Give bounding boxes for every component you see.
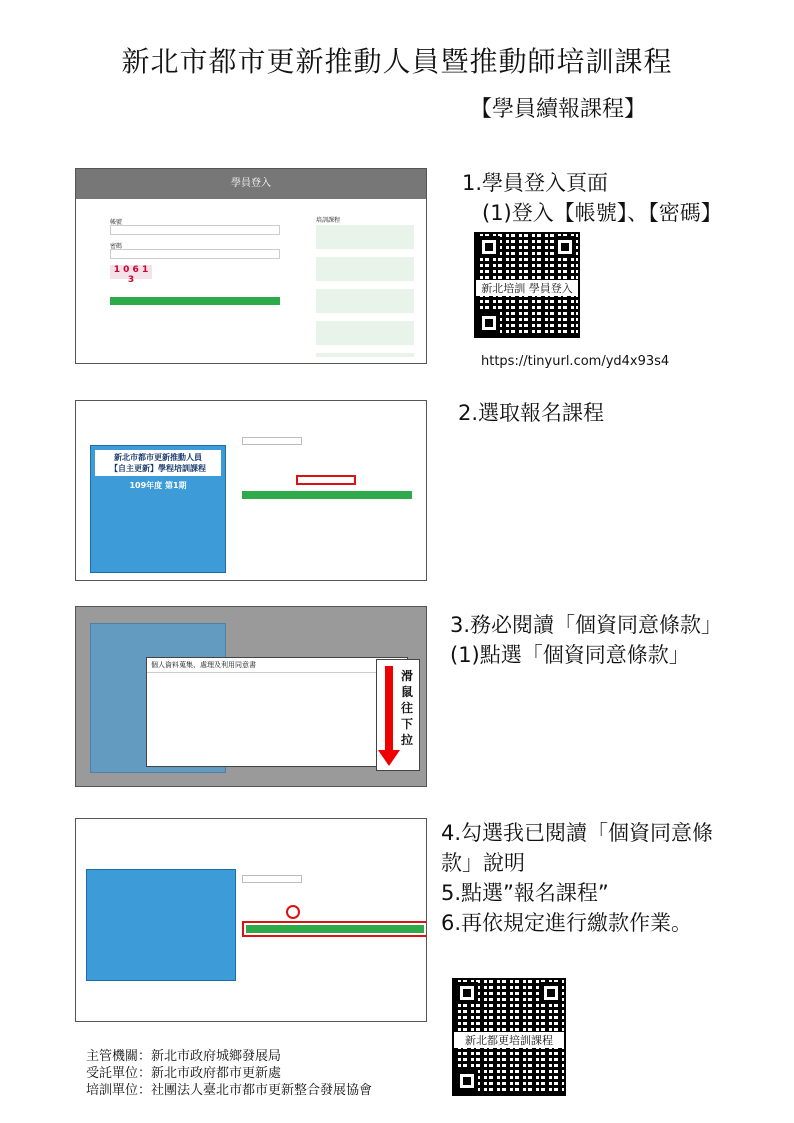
login-header: 學員登入 xyxy=(76,169,426,199)
step4-line1: 4.勾選我已閱讀「個資同意條 xyxy=(441,821,714,845)
footer-line3: 培訓單位：社團法人臺北市都市更新整合發展協會 xyxy=(86,1083,373,1098)
step4-text xyxy=(441,818,713,938)
login-screenshot xyxy=(75,168,427,364)
page-title: 新北市都市更新推動人員暨推動師培訓課程 xyxy=(121,45,673,78)
step3-text xyxy=(450,610,722,670)
footer-line2: 受託單位：新北市政府都市更新處 xyxy=(86,1066,282,1081)
scroll-hint-text xyxy=(401,668,413,748)
poster-term: 109年度 第1期 xyxy=(129,481,187,490)
step1-line2: (1)登入【帳號】、【密碼】 xyxy=(482,201,722,225)
hint-c5: 拉 xyxy=(401,733,414,747)
course-select-screenshot xyxy=(75,400,427,581)
scroll-hint-box xyxy=(376,659,420,771)
down-arrow-icon xyxy=(385,666,393,760)
footer-line1: 主管機關：新北市政府城鄉發展局 xyxy=(86,1049,282,1064)
agree-screenshot xyxy=(75,818,427,1022)
sidebar-title: 培訓課程 xyxy=(316,217,341,224)
signup-button[interactable] xyxy=(242,491,412,499)
step2-text: 2.選取報名課程 xyxy=(458,401,605,425)
step1-line1: 1.學員登入頁面 xyxy=(462,171,609,195)
footer xyxy=(86,1048,372,1099)
arrow-head-icon xyxy=(378,750,400,766)
term-select[interactable] xyxy=(242,437,302,445)
step4-line2: 款」說明 xyxy=(441,851,525,875)
signup-button-highlight[interactable] xyxy=(242,921,427,937)
hint-c3: 往 xyxy=(401,701,414,715)
poster-title-line1: 新北市都市更新推動人員 xyxy=(114,453,202,462)
course-list[interactable] xyxy=(316,225,414,357)
signup-button-2[interactable] xyxy=(246,925,424,933)
password-input[interactable] xyxy=(110,249,280,259)
captcha-image: 1 0 6 1 3 xyxy=(110,265,152,279)
poster-title xyxy=(95,450,221,476)
login-button[interactable] xyxy=(110,297,280,305)
hint-c4: 下 xyxy=(401,717,414,731)
term-select-2[interactable] xyxy=(242,875,302,883)
qr-label-login: 新北培訓 學員登入 xyxy=(476,280,578,296)
course-poster-2 xyxy=(86,869,236,981)
qr-code-course[interactable] xyxy=(452,978,566,1096)
page-subtitle: 【學員續報課程】 xyxy=(470,97,647,122)
step4-line3: 5.點選”報名課程” xyxy=(441,881,609,905)
privacy-dialog xyxy=(146,657,408,767)
qr-code-login[interactable] xyxy=(474,232,580,338)
privacy-dialog-title: 個人資料蒐集、處理及利用同意書 xyxy=(147,658,407,673)
hint-c1: 滑 xyxy=(401,669,414,683)
password-label: 密碼 xyxy=(110,243,123,250)
account-label: 帳號 xyxy=(110,219,123,226)
step3-line1: 3.務必閱讀「個資同意條款」 xyxy=(450,613,723,637)
step3-line2: (1)點選「個資同意條款」 xyxy=(450,643,690,667)
course-poster xyxy=(90,445,226,573)
privacy-screenshot xyxy=(75,606,427,787)
qr-label-course: 新北都更培訓課程 xyxy=(454,1032,564,1048)
agree-checkbox-highlight[interactable] xyxy=(286,905,300,919)
step1-text xyxy=(462,168,722,228)
account-input[interactable] xyxy=(110,225,280,235)
login-url[interactable]: https://tinyurl.com/yd4x93s4 xyxy=(481,354,670,369)
step4-line4: 6.再依規定進行繳款作業。 xyxy=(441,911,693,935)
poster-title-line2: 【自主更新】學程培訓課程 xyxy=(110,464,206,473)
privacy-link-highlight[interactable] xyxy=(296,475,356,485)
hint-c2: 鼠 xyxy=(401,685,414,699)
